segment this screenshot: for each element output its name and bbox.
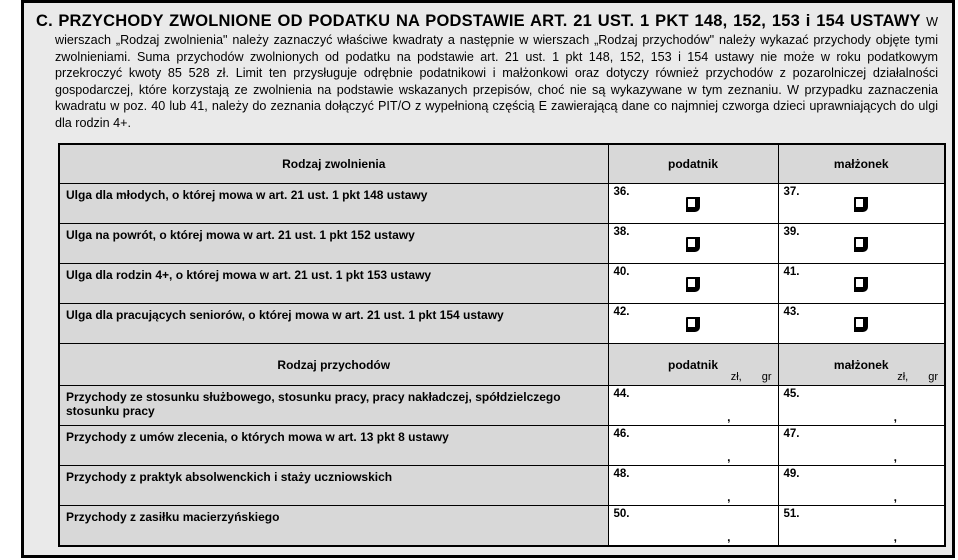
income-header-label: Rodzaj przychodów (59, 344, 608, 386)
table-row (59, 184, 945, 224)
income-header-malzonek (778, 344, 945, 386)
field-number: 50. (613, 508, 630, 521)
decimal-separator: , (893, 450, 897, 465)
field-number: 49. (783, 468, 800, 481)
table-row (59, 264, 945, 304)
checkbox-field-41[interactable] (854, 277, 868, 292)
exemptions-header-malzonek: małżonek (778, 144, 945, 184)
field-number: 44. (613, 388, 630, 401)
field-number: 47. (783, 428, 800, 441)
decimal-separator: , (727, 450, 731, 465)
currency-units (731, 371, 772, 383)
table-row (59, 426, 945, 466)
income-header-row (59, 344, 945, 386)
exemption-label: Ulga dla pracujących seniorów, o której mowa w art. 21 ust. 1 pkt 154 ustawy (59, 304, 608, 344)
checkbox-cell-41 (778, 264, 945, 304)
currency-zl-label: zł, (897, 371, 909, 384)
exemptions-header-row (59, 144, 945, 184)
currency-zl-label: zł, (730, 371, 742, 384)
checkbox-cell-37 (778, 184, 945, 224)
amount-field-48[interactable] (608, 466, 778, 506)
amount-field-46[interactable] (608, 426, 778, 466)
field-number: 41. (783, 266, 800, 279)
income-header-podatnik-label: podatnik (668, 357, 718, 372)
decimal-separator: , (727, 529, 731, 544)
exemptions-header-label: Rodzaj zwolnienia (59, 144, 608, 184)
income-label: Przychody z umów zlecenia, o których mowa w art. 13 pkt 8 ustawy (59, 426, 608, 466)
field-number: 42. (613, 306, 630, 319)
amount-field-45[interactable] (778, 386, 945, 426)
table-row (59, 506, 945, 546)
checkbox-field-36[interactable] (686, 197, 700, 212)
checkbox-cell-43 (778, 304, 945, 344)
checkbox-cell-38 (608, 224, 778, 264)
decimal-separator: , (727, 410, 731, 425)
income-header-podatnik (608, 344, 778, 386)
checkbox-cell-42 (608, 304, 778, 344)
currency-gr-label: gr (761, 371, 772, 384)
exemption-label: Ulga na powrót, o której mowa w art. 21 ust. 1 pkt 152 ustawy (59, 224, 608, 264)
amount-field-47[interactable] (778, 426, 945, 466)
section-description: W wierszach „Rodzaj zwolnienia" należy zaznaczyć właściwe kwadraty a następnie w wierszach „Rodzaj przychodów" należy wykazać przychody objęte tymi zwolnieniami. Suma przychodów zwolnionych od podatku na podstawie art. 21 ust. 1 pkt 148, 152, 153 i 154 ustawy nie może w roku podatkowym przekroczyć kwoty 85 528 zł. Limit ten przysługuje odrębnie podatnikowi i małżonkowi oraz dotyczy również przychodów z pozarolniczej działalności gospodarczej, które korzystają ze zwolnienia na podstawie wskazanych przepisów, choć nie są wykazywane w tym zeznaniu. W przypadku zaznaczenia kwadratu w poz. 40 lub 41, należy do zeznania dołączyć PIT/O z wypełnioną częścią E zawierającą dane co najmniej czworga dzieci uprawniających do ulgi dla rodzin 4+. (55, 15, 938, 130)
field-number: 48. (613, 468, 630, 481)
section-title: PRZYCHODY ZWOLNIONE OD PODATKU NA PODSTAWIE ART. 21 UST. 1 PKT 148, 152, 153 i 154 USTAWY (58, 12, 921, 30)
income-label: Przychody z zasiłku macierzyńskiego (59, 506, 608, 546)
amount-field-49[interactable] (778, 466, 945, 506)
exemption-label: Ulga dla młodych, o której mowa w art. 21 ust. 1 pkt 148 ustawy (59, 184, 608, 224)
currency-units (897, 371, 938, 383)
amount-field-51[interactable] (778, 506, 945, 546)
field-number: 46. (613, 428, 630, 441)
amount-field-44[interactable] (608, 386, 778, 426)
exemptions-header-podatnik: podatnik (608, 144, 778, 184)
field-number: 39. (783, 226, 800, 239)
checkbox-field-42[interactable] (686, 317, 700, 332)
exemption-label: Ulga dla rodzin 4+, o której mowa w art. 21 ust. 1 pkt 153 ustawy (59, 264, 608, 304)
table-row (59, 386, 945, 426)
table-row (59, 224, 945, 264)
decimal-separator: , (893, 490, 897, 505)
field-number: 51. (783, 508, 800, 521)
checkbox-field-37[interactable] (854, 197, 868, 212)
field-number: 40. (613, 266, 630, 279)
amount-field-50[interactable] (608, 506, 778, 546)
decimal-separator: , (727, 490, 731, 505)
field-number: 36. (613, 186, 630, 199)
income-header-malzonek-label: małżonek (833, 357, 889, 372)
decimal-separator: , (893, 529, 897, 544)
checkbox-field-43[interactable] (854, 317, 868, 332)
table-row (59, 466, 945, 506)
section-paragraph (36, 11, 938, 132)
field-number: 37. (783, 186, 800, 199)
checkbox-cell-40 (608, 264, 778, 304)
table-row (59, 304, 945, 344)
currency-gr-label: gr (928, 371, 938, 384)
checkbox-cell-36 (608, 184, 778, 224)
section-letter: C. (36, 12, 53, 30)
checkbox-cell-39 (778, 224, 945, 264)
field-number: 45. (783, 388, 800, 401)
exemptions-and-income-table (58, 143, 946, 547)
field-number: 38. (613, 226, 630, 239)
field-number: 43. (783, 306, 800, 319)
checkbox-field-40[interactable] (686, 277, 700, 292)
form-section-c (21, 0, 955, 558)
section-header (24, 3, 952, 132)
income-label: Przychody ze stosunku służbowego, stosunku pracy, pracy nakładczej, spółdzielczego stosunku pracy (59, 386, 608, 426)
checkbox-field-38[interactable] (686, 237, 700, 252)
decimal-separator: , (893, 410, 897, 425)
checkbox-field-39[interactable] (854, 237, 868, 252)
income-label: Przychody z praktyk absolwenckich i staży uczniowskich (59, 466, 608, 506)
